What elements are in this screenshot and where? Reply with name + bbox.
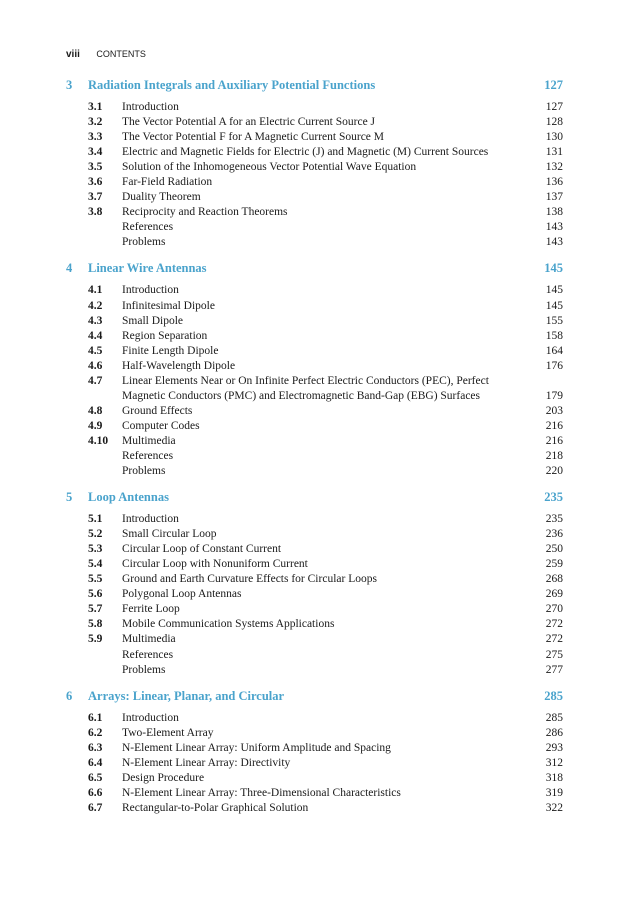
chapter-number: 5 [66, 490, 73, 505]
toc-entry[interactable] [66, 632, 563, 647]
section-title: Linear Elements Near or On Infinite Perfect Electric Conductors (PEC), Perfect Magnetic Conductors (PMC) and Electromagnetic Band-Gap (EBG) Surfaces [122, 374, 489, 402]
section-page: 138 [545, 206, 563, 219]
section-page: 269 [545, 588, 563, 601]
section-page: 145 [545, 284, 563, 297]
section-number: 3.1 [88, 101, 103, 113]
section-page: 132 [545, 161, 563, 174]
section-number [66, 663, 122, 678]
chapter-number: 4 [66, 261, 73, 276]
section-page: 220 [545, 465, 563, 478]
running-header [66, 48, 146, 61]
section-number: 6.7 [88, 801, 103, 814]
section-title: References [122, 648, 174, 661]
section-page: 319 [545, 786, 563, 799]
section-title: Circular Loop of Constant Current [122, 543, 282, 556]
section-number: 6.1 [88, 711, 103, 724]
chapter-section [66, 261, 563, 479]
section-number: 3.3 [88, 131, 103, 144]
section-number: 5.9 [88, 633, 103, 646]
section-page: 259 [545, 558, 563, 571]
section-title: Two-Element Array [122, 726, 214, 739]
chapter-title: Linear Wire Antennas [88, 261, 207, 276]
section-title: N-Element Linear Array: Uniform Amplitude and Spacing [122, 741, 391, 754]
toc-entry[interactable] [66, 220, 563, 235]
toc-entry[interactable] [66, 160, 563, 175]
section-title: Duality Theorem [122, 191, 201, 204]
chapter-title: Radiation Integrals and Auxiliary Potential Functions [88, 78, 376, 92]
toc-entry[interactable] [66, 557, 563, 572]
section-number: 4.8 [88, 404, 103, 417]
section-title: Multimedia [122, 633, 176, 646]
chapter-section [66, 689, 563, 816]
section-title: Far-Field Radiation [122, 176, 213, 189]
section-page: 286 [545, 726, 563, 739]
toc-entry[interactable] [66, 235, 563, 250]
section-number: 5.3 [88, 543, 103, 556]
section-title: Introduction [122, 513, 179, 526]
section-page: 143 [545, 221, 563, 234]
section-title: Introduction [122, 711, 179, 724]
toc-entry[interactable] [66, 741, 563, 756]
table-of-contents [66, 78, 563, 827]
section-number: 5.5 [88, 573, 103, 586]
section-number [66, 235, 122, 250]
section-page: 127 [545, 101, 563, 113]
chapter-number: 6 [66, 688, 73, 703]
section-page: 277 [545, 663, 563, 676]
section-title: Introduction [122, 284, 179, 297]
section-title: Problems [122, 465, 166, 478]
section-title: Solution of the Inhomogeneous Vector Potential Wave Equation [122, 161, 417, 174]
chapter-number: 3 [66, 78, 73, 92]
section-page: 143 [545, 236, 563, 249]
section-number: 6.2 [88, 726, 103, 739]
section-page: 128 [545, 116, 563, 129]
toc-entry[interactable] [66, 512, 563, 527]
section-number: 6.6 [88, 786, 103, 799]
section-page: 158 [545, 329, 563, 342]
section-number: 5.1 [88, 513, 103, 526]
toc-entry[interactable] [66, 205, 563, 220]
section-number: 4.6 [88, 359, 103, 372]
section-title: Reciprocity and Reaction Theorems [122, 206, 288, 219]
section-page: 218 [545, 449, 563, 462]
section-page: 312 [545, 756, 563, 769]
section-page: 293 [545, 741, 563, 754]
section-number [66, 220, 122, 235]
section-number: 6.3 [88, 741, 103, 754]
section-page: 145 [545, 299, 563, 312]
section-page: 203 [545, 404, 563, 417]
section-title: Small Circular Loop [122, 528, 217, 541]
toc-entry[interactable] [66, 145, 563, 160]
section-title: Rectangular-to-Polar Graphical Solution [122, 801, 309, 814]
chapter-section [66, 78, 563, 250]
section-number: 5.4 [88, 558, 103, 571]
section-number: 5.8 [88, 618, 103, 631]
toc-entry[interactable] [66, 344, 563, 359]
section-page: 179 [545, 389, 563, 402]
chapter-page: 127 [544, 78, 563, 92]
section-number: 4.2 [88, 299, 103, 312]
section-page: 272 [545, 618, 563, 631]
toc-entry[interactable] [66, 801, 563, 816]
section-page: 268 [545, 573, 563, 586]
toc-entry[interactable] [66, 190, 563, 205]
toc-entry[interactable] [66, 115, 563, 130]
section-page: 176 [545, 359, 563, 372]
toc-entry[interactable] [66, 449, 563, 464]
toc-entry[interactable] [66, 711, 563, 726]
toc-entry[interactable] [66, 374, 563, 404]
section-title: Problems [122, 663, 166, 676]
section-page: 136 [545, 176, 563, 189]
section-title: Circular Loop with Nonuniform Current [122, 558, 308, 571]
toc-entry[interactable] [66, 299, 563, 314]
section-number: 4.3 [88, 314, 103, 327]
section-number: 5.7 [88, 603, 103, 616]
toc-entry[interactable] [66, 283, 563, 298]
section-number: 4.1 [88, 284, 103, 297]
section-title: Computer Codes [122, 419, 200, 432]
toc-entry[interactable] [66, 572, 563, 587]
toc-entry[interactable] [66, 587, 563, 602]
toc-entry[interactable] [66, 434, 563, 449]
toc-entry[interactable] [66, 314, 563, 329]
section-page: 250 [545, 543, 563, 556]
section-title: Problems [122, 236, 166, 249]
toc-entry[interactable] [66, 726, 563, 741]
section-page: 322 [545, 801, 563, 814]
chapter-heading[interactable] [66, 490, 563, 507]
section-title: Polygonal Loop Antennas [122, 588, 242, 601]
section-title: Ground Effects [122, 404, 193, 417]
toc-entry[interactable] [66, 329, 563, 344]
section-title: Mobile Communication Systems Applications [122, 618, 335, 631]
chapter-heading[interactable] [66, 261, 563, 278]
section-title: N-Element Linear Array: Three-Dimensional Characteristics [122, 786, 401, 799]
toc-entry[interactable] [66, 359, 563, 374]
toc-entry[interactable] [66, 771, 563, 786]
section-number [66, 464, 122, 479]
section-title: The Vector Potential A for an Electric Current Source J [122, 116, 376, 129]
section-number: 3.7 [88, 191, 103, 204]
section-title: Finite Length Dipole [122, 344, 219, 357]
section-page: 272 [545, 633, 563, 646]
chapter-heading[interactable] [66, 78, 563, 95]
toc-entry[interactable] [66, 527, 563, 542]
section-page: 216 [545, 434, 563, 447]
section-number: 5.2 [88, 528, 103, 541]
section-page: 275 [545, 648, 563, 661]
toc-entry[interactable] [66, 175, 563, 190]
section-title: Half-Wavelength Dipole [122, 359, 236, 372]
toc-entry[interactable] [66, 404, 563, 419]
section-number [66, 648, 122, 663]
section-page: 216 [545, 419, 563, 432]
section-number: 4.7 [88, 374, 103, 387]
section-page: 131 [545, 146, 563, 159]
chapter-title: Loop Antennas [88, 490, 169, 505]
section-title: Ground and Earth Curvature Effects for Circular Loops [122, 573, 377, 586]
section-page: 137 [545, 191, 563, 204]
section-number: 3.4 [88, 146, 103, 159]
section-page: 318 [545, 771, 563, 784]
chapter-page: 285 [544, 688, 563, 703]
toc-entry[interactable] [66, 756, 563, 771]
section-number: 3.2 [88, 116, 103, 129]
section-page: 270 [545, 603, 563, 616]
section-number: 4.10 [88, 434, 109, 447]
section-page: 164 [545, 344, 563, 357]
section-number: 3.6 [88, 176, 103, 189]
section-page: 236 [545, 528, 563, 541]
chapter-section [66, 490, 563, 678]
section-title: Multimedia [122, 434, 176, 447]
section-title: The Vector Potential F for A Magnetic Current Source M [122, 131, 385, 144]
section-title: Small Dipole [122, 314, 184, 327]
section-number: 3.5 [88, 161, 103, 174]
section-number: 4.5 [88, 344, 103, 357]
section-title: References [122, 221, 174, 234]
section-number [66, 449, 122, 464]
section-title: Infinitesimal Dipole [122, 299, 215, 312]
toc-entry[interactable] [66, 419, 563, 434]
section-title: Introduction [122, 101, 179, 113]
section-number: 3.8 [88, 206, 103, 219]
toc-entry[interactable] [66, 464, 563, 479]
toc-entry[interactable] [66, 100, 563, 115]
section-title: Ferrite Loop [122, 603, 180, 616]
section-title: Region Separation [122, 329, 208, 342]
toc-entry[interactable] [66, 786, 563, 801]
section-number: 5.6 [88, 588, 103, 601]
header-label: CONTENTS [96, 49, 146, 59]
section-page: 155 [545, 314, 563, 327]
page-number: viii [66, 49, 80, 60]
chapter-page: 145 [544, 261, 563, 276]
section-number: 4.9 [88, 419, 103, 432]
section-number: 6.4 [88, 756, 103, 769]
toc-entry[interactable] [66, 602, 563, 617]
section-page: 285 [545, 711, 563, 724]
toc-entry[interactable] [66, 617, 563, 632]
toc-entry[interactable] [66, 663, 563, 678]
section-page: 235 [545, 513, 563, 526]
chapter-title: Arrays: Linear, Planar, and Circular [88, 688, 285, 703]
toc-entry[interactable] [66, 542, 563, 557]
section-number: 4.4 [88, 329, 103, 342]
toc-entry[interactable] [66, 648, 563, 663]
chapter-heading[interactable] [66, 689, 563, 706]
section-title: N-Element Linear Array: Directivity [122, 756, 291, 769]
section-title: Design Procedure [122, 771, 205, 784]
section-page: 130 [545, 131, 563, 144]
section-title: Electric and Magnetic Fields for Electric (J) and Magnetic (M) Current Sources [122, 146, 489, 159]
chapter-page: 235 [544, 490, 563, 505]
toc-entry[interactable] [66, 130, 563, 145]
section-title: References [122, 449, 174, 462]
section-number: 6.5 [88, 771, 103, 784]
